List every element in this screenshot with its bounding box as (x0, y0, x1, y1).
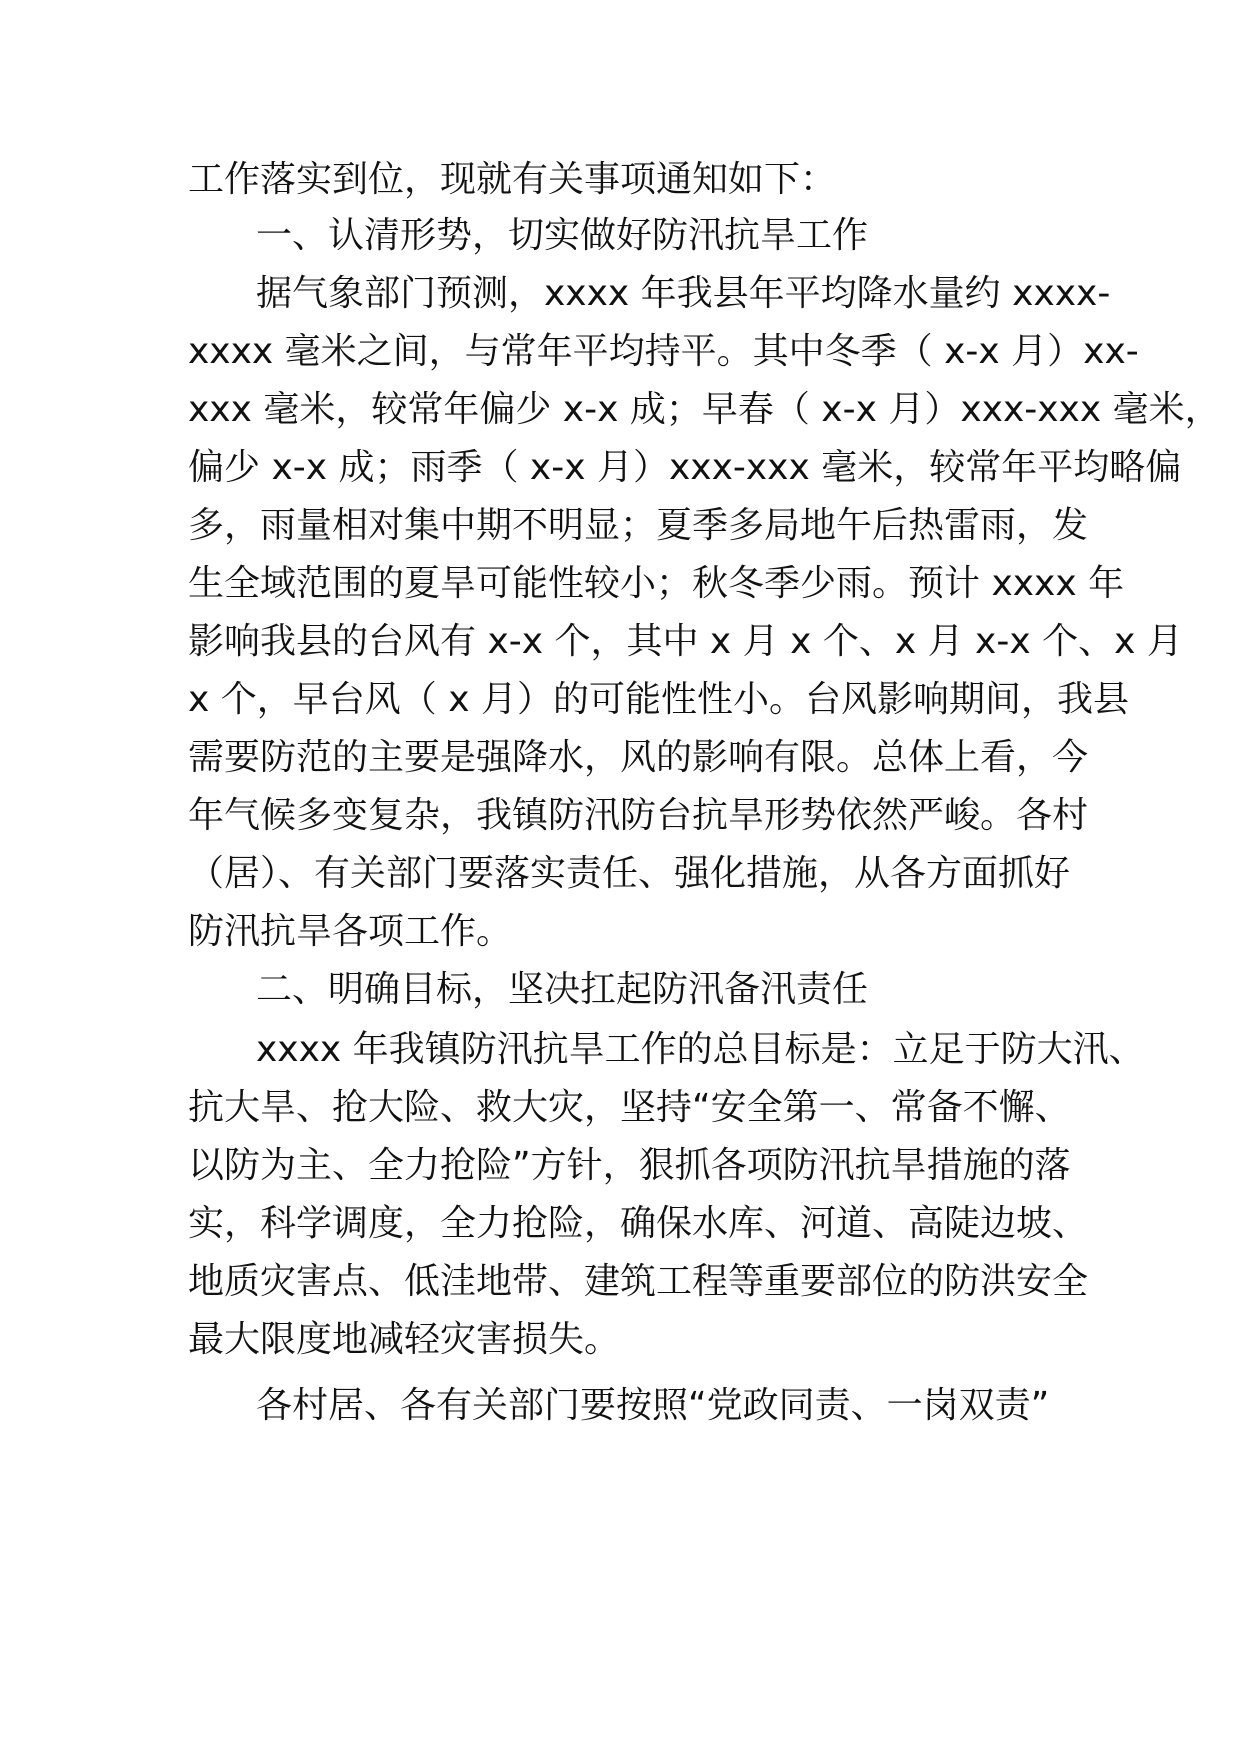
paragraph-line: xxx 毫米，较常年偏少 x-x 成；早春（ x-x 月）xxx-xxx 毫米， (188, 389, 1221, 430)
paragraph-line: 地质灾害点、低洼地带、建筑工程等重要部位的防洪安全 (188, 1261, 1089, 1302)
paragraph-line: 年气候多变复杂，我镇防汛防台抗旱形势依然严峻。各村 (188, 795, 1089, 836)
paragraph-line: 以防为主、全力抢险”方针，狠抓各项防汛抗旱措施的落 (188, 1145, 1071, 1186)
section-heading-1: 一、认清形势，切实做好防汛抗旱工作 (256, 215, 869, 256)
paragraph-line: 生全域范围的夏旱可能性较小；秋冬季少雨。预计 xxxx 年 (188, 563, 1125, 604)
paragraph-line: 实，科学调度，全力抢险，确保水库、河道、高陡边坡、 (188, 1203, 1089, 1244)
paragraph-line: 影响我县的台风有 x-x 个，其中 x 月 x 个、x 月 x-x 个、x 月 (188, 621, 1183, 662)
paragraph-line: 据气象部门预测，xxxx 年我县年平均降水量约 xxxx- (256, 273, 1111, 314)
paragraph-line: 防汛抗旱各项工作。 (188, 911, 513, 952)
paragraph-line: 各村居、各有关部门要按照“党政同责、一岗双责” (256, 1385, 1050, 1426)
paragraph-line: 抗大旱、抢大险、救大灾，坚持“安全第一、常备不懈、 (188, 1087, 1071, 1128)
paragraph-line: （居）、有关部门要落实责任、强化措施，从各方面抓好 (188, 853, 1071, 894)
paragraph-line: 需要防范的主要是强降水，风的影响有限。总体上看，今 (188, 737, 1089, 778)
paragraph-line: 工作落实到位，现就有关事项通知如下： (188, 159, 837, 200)
section-heading-2: 二、明确目标，坚决扛起防汛备汛责任 (256, 969, 869, 1010)
paragraph-line: 多，雨量相对集中期不明显；夏季多局地午后热雷雨，发 (188, 505, 1089, 546)
paragraph-line: xxxx 毫米之间，与常年平均持平。其中冬季（ x-x 月）xx- (188, 331, 1139, 372)
paragraph-line: xxxx 年我镇防汛抗旱工作的总目标是：立足于防大汛、 (256, 1029, 1145, 1070)
paragraph-line: 最大限度地减轻灾害损失。 (188, 1319, 621, 1360)
paragraph-line: 偏少 x-x 成；雨季（ x-x 月）xxx-xxx 毫米，较常年平均略偏 (188, 447, 1182, 488)
paragraph-line: x 个，早台风（ x 月）的可能性性小。台风影响期间，我县 (188, 679, 1129, 720)
